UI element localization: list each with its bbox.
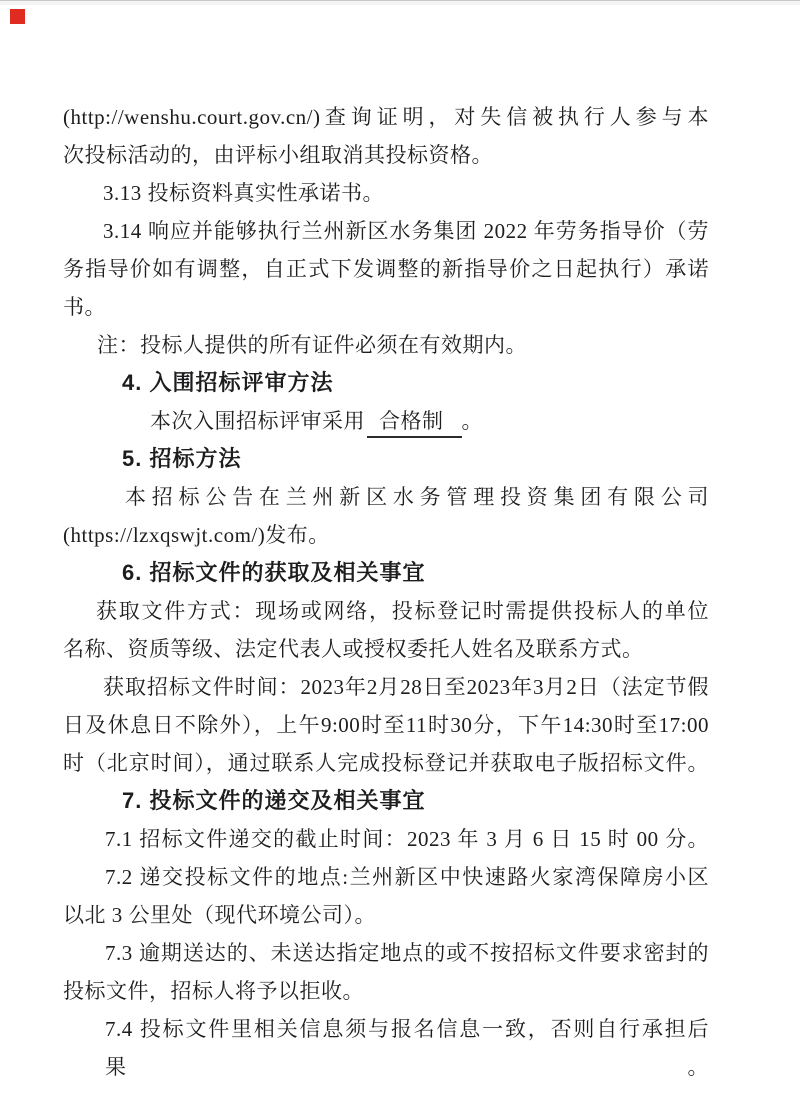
document-line: (https://lzxqswjt.com/)发布。 [63, 523, 330, 547]
blank-underline-value: 合格制 [367, 406, 462, 438]
document-line: 务指导价如有调整，自正式下发调整的新指导价之日起执行）承诺 [63, 257, 709, 281]
section-heading: 6. 招标文件的获取及相关事宜 [122, 560, 426, 585]
document-line: 以北 3 公里处（现代环境公司）。 [63, 903, 376, 927]
document-line: 本招标公告在兰州新区水务管理投资集团有限公司 [125, 485, 709, 509]
page-top-edge [0, 0, 800, 5]
blank-line-suffix: 。 [461, 409, 483, 433]
red-marker-icon [10, 9, 25, 24]
document-line: 7.2 递交投标文件的地点:兰州新区中快速路火家湾保障房小区 [105, 865, 709, 889]
document-line: 名称、资质等级、法定代表人或授权委托人姓名及联系方式。 [63, 637, 644, 661]
document-line: 3.14 响应并能够执行兰州新区水务集团 2022 年劳务指导价（劳 [103, 219, 709, 243]
document-line: (http://wenshu.court.gov.cn/)查询证明，对失信被执行人参与本 [63, 105, 709, 129]
document-line: 3.13 投标资料真实性承诺书。 [103, 181, 384, 205]
document-line: 7.3 逾期送达的、未送达指定地点的或不按招标文件要求密封的 [105, 941, 709, 965]
section-heading: 5. 招标方法 [122, 446, 242, 471]
section-heading: 4. 入围招标评审方法 [122, 370, 334, 395]
document-line [63, 402, 709, 440]
document-line: 7.4 投标文件里相关信息须与报名信息一致，否则自行承担后果。 [105, 1017, 709, 1079]
document-line: 次投标活动的，由评标小组取消其投标资格。 [63, 143, 493, 167]
document-line: 日及休息日不除外），上午9:00时至11时30分，下午14:30时至17:00 [63, 713, 709, 737]
document-line: 注：投标人提供的所有证件必须在有效期内。 [97, 333, 527, 357]
document-line: 获取招标文件时间：2023年2月28日至2023年3月2日（法定节假 [103, 675, 709, 699]
blank-line-prefix: 本次入围招标评审采用 [150, 409, 365, 433]
document-text-block [63, 98, 709, 1079]
document-line: 获取文件方式：现场或网络，投标登记时需提供投标人的单位 [96, 599, 709, 623]
document-line: 书。 [63, 295, 106, 319]
section-heading: 7. 投标文件的递交及相关事宜 [122, 788, 426, 813]
document-line: 时（北京时间），通过联系人完成投标登记并获取电子版招标文件。 [63, 751, 709, 775]
document-line: 7.1 招标文件递交的截止时间：2023 年 3 月 6 日 15 时 00 分。 [105, 827, 709, 851]
document-line: 投标文件，招标人将予以拒收。 [63, 979, 364, 1003]
